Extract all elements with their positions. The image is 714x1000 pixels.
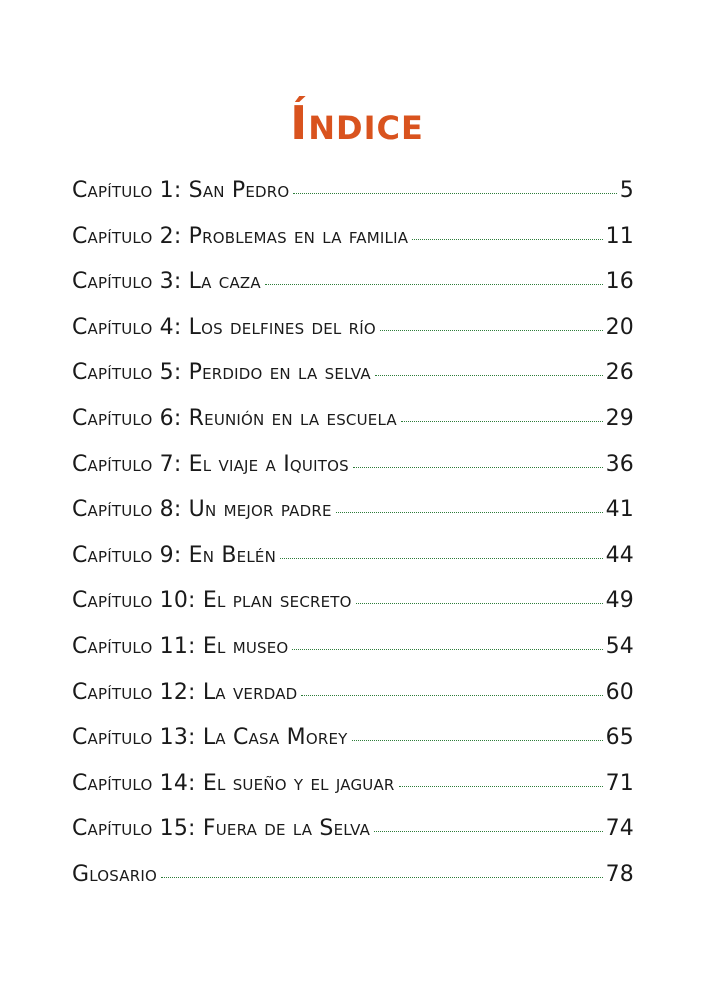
toc-entry-label: Capítulo 8: Un mejor padre <box>72 497 332 523</box>
toc-entry-page-number: 60 <box>605 679 634 705</box>
dotted-leader <box>401 421 603 422</box>
toc-entry-page-number: 74 <box>605 816 634 842</box>
toc-entry <box>72 452 634 498</box>
dotted-leader <box>352 740 603 741</box>
table-of-contents <box>72 178 634 908</box>
toc-entry <box>72 588 634 634</box>
toc-entry-label: Capítulo 4: Los delfines del río <box>72 314 376 340</box>
toc-entry <box>72 543 634 589</box>
toc-entry <box>72 224 634 270</box>
toc-entry-page-number: 36 <box>605 451 634 477</box>
toc-entry-label: Capítulo 6: Reunión en la escuela <box>72 405 397 431</box>
toc-entry <box>72 406 634 452</box>
toc-entry <box>72 725 634 771</box>
toc-entry-label: Capítulo 7: El viaje a Iquitos <box>72 451 349 477</box>
toc-entry <box>72 269 634 315</box>
dotted-leader <box>356 603 603 604</box>
toc-entry-label: Capítulo 11: El museo <box>72 633 289 659</box>
toc-entry-page-number: 16 <box>605 269 634 295</box>
dotted-leader <box>292 649 602 650</box>
toc-entry-label: Capítulo 10: El plan secreto <box>72 588 352 614</box>
toc-entry <box>72 680 634 726</box>
toc-entry-page-number: 20 <box>605 314 634 340</box>
dotted-leader <box>375 375 603 376</box>
toc-entry-label: Capítulo 13: La Casa Morey <box>72 725 348 751</box>
dotted-leader <box>380 330 603 331</box>
toc-entry-label: Capítulo 2: Problemas en la familia <box>72 223 409 249</box>
toc-entry-page-number: 44 <box>605 542 634 568</box>
toc-entry-page-number: 54 <box>605 633 634 659</box>
toc-entry-page-number: 26 <box>605 360 634 386</box>
toc-entry <box>72 178 634 224</box>
toc-entry <box>72 634 634 680</box>
dotted-leader <box>161 877 603 878</box>
toc-entry-label: Capítulo 1: San Pedro <box>72 178 290 203</box>
dotted-leader <box>293 193 616 194</box>
toc-entry <box>72 360 634 406</box>
dotted-leader <box>399 786 603 787</box>
toc-entry-page-number: 11 <box>605 223 634 249</box>
toc-entry-label: Glosario <box>72 861 157 887</box>
toc-entry <box>72 771 634 817</box>
page-title: Índice <box>290 96 424 150</box>
toc-entry <box>72 816 634 862</box>
dotted-leader <box>353 467 603 468</box>
toc-entry-page-number: 78 <box>605 861 634 887</box>
toc-entry-page-number: 71 <box>605 770 634 796</box>
toc-entry-label: Capítulo 14: El sueño y el jaguar <box>72 770 395 796</box>
toc-entry-page-number: 49 <box>605 588 634 614</box>
dotted-leader <box>412 239 602 240</box>
toc-entry-page-number: 65 <box>605 725 634 751</box>
toc-entry <box>72 862 634 908</box>
toc-entry-label: Capítulo 5: Perdido en la selva <box>72 360 371 386</box>
toc-entry-label: Capítulo 15: Fuera de la Selva <box>72 816 371 842</box>
toc-entry <box>72 315 634 361</box>
dotted-leader <box>336 512 603 513</box>
dotted-leader <box>301 695 602 696</box>
toc-entry-label: Capítulo 12: La verdad <box>72 679 298 705</box>
toc-entry-page-number: 29 <box>605 405 634 431</box>
toc-entry-page-number: 41 <box>605 497 634 523</box>
dotted-leader <box>374 831 602 832</box>
toc-entry-page-number: 5 <box>619 178 634 203</box>
dotted-leader <box>265 284 603 285</box>
dotted-leader <box>280 558 603 559</box>
toc-entry-label: Capítulo 3: La caza <box>72 269 261 295</box>
toc-entry <box>72 497 634 543</box>
toc-entry-label: Capítulo 9: En Belén <box>72 542 276 568</box>
